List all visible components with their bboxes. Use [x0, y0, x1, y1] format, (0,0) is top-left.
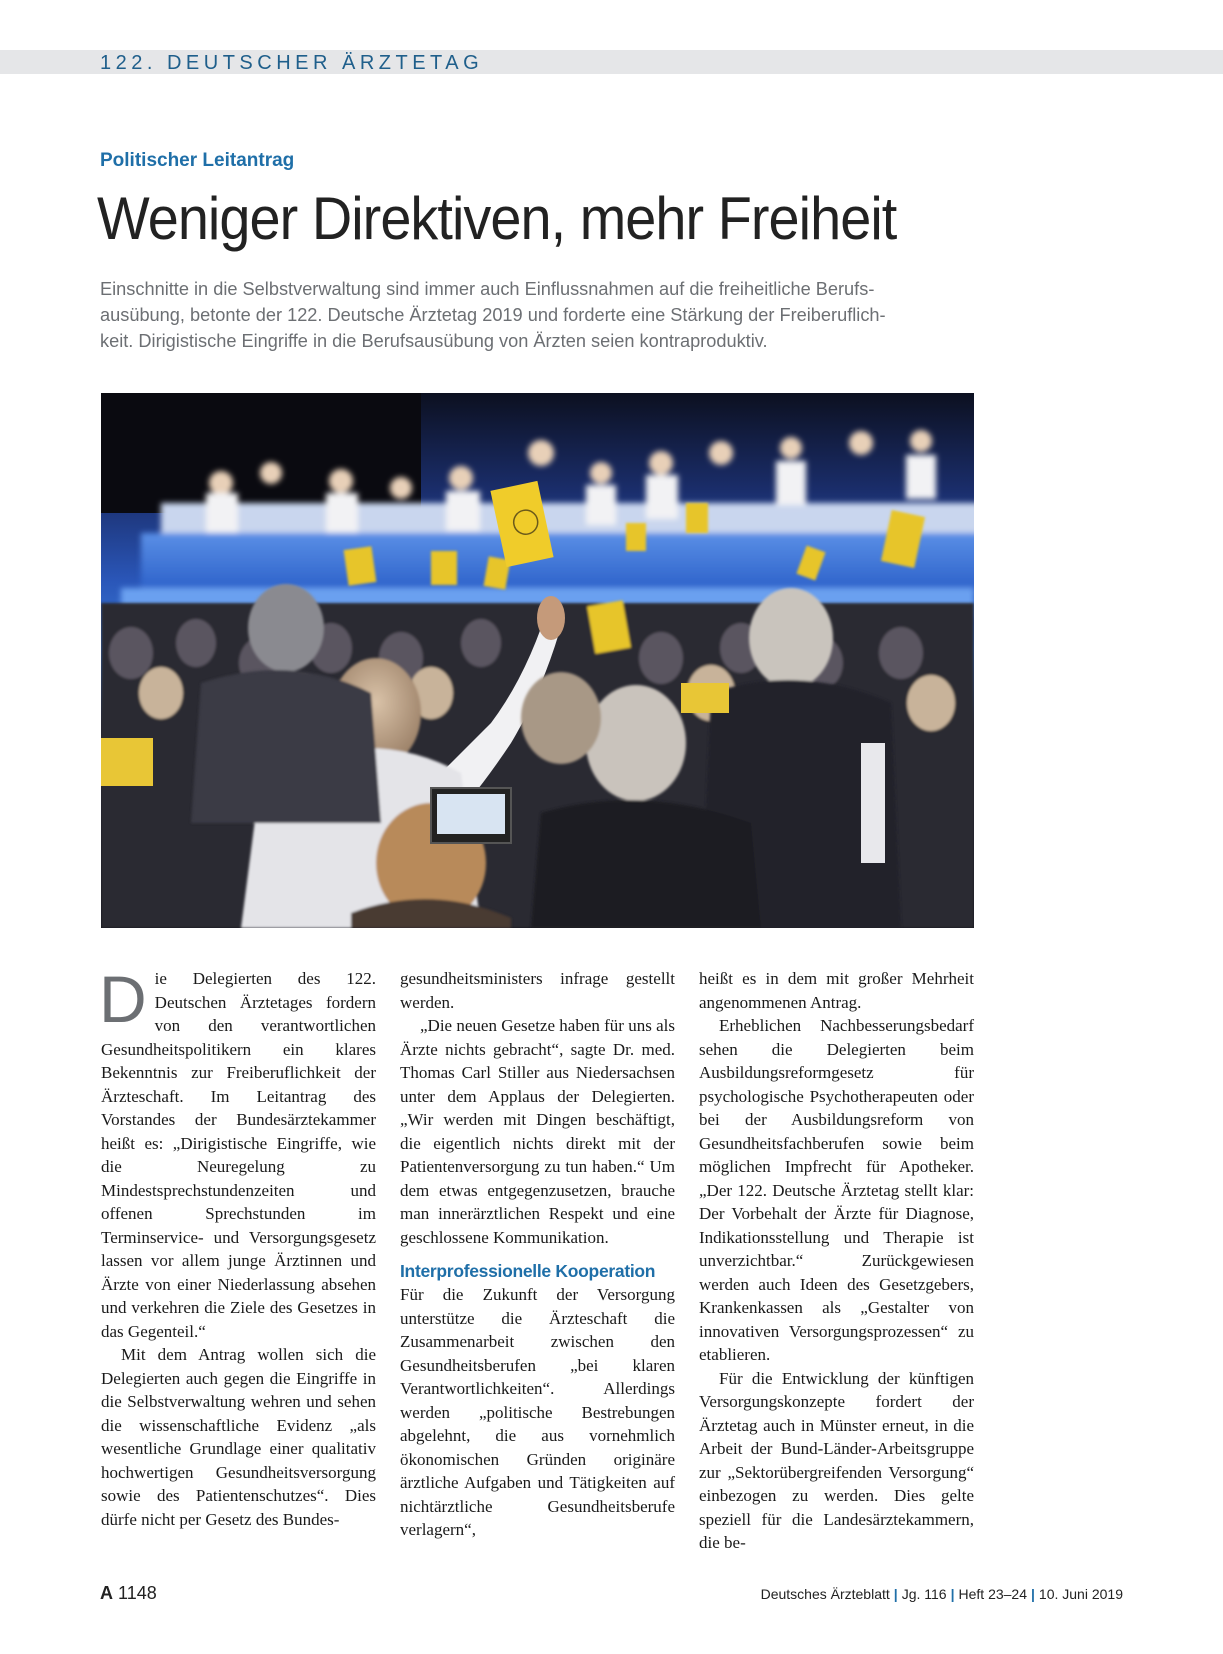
lead-line: keit. Dirigistische Eingriffe in die Berufsausübung von Ärzten seien kontraproduktiv. [100, 331, 768, 351]
body-column-3 [699, 967, 974, 1555]
article-title: Weniger Direktiven, mehr Freiheit [97, 185, 897, 252]
body-paragraph: „Die neuen Gesetze haben für uns als Ärzte nichts gebracht“, sagte Dr. med. Thomas Carl Stiller aus Niedersachsen unter dem Applaus der Delegierten. „Wir werden mit Dingen beschäftigt, die eigentlich nichts direkt mit der Patientenversorgung zu tun haben.“ Um dem etwas entgegenzusetzen, brauche man innerärztlichen Respekt und eine geschlossene Kommunikation. [400, 1016, 675, 1247]
section-subheading: Interprofessionelle Kooperation [400, 1261, 656, 1281]
body-column-2 [400, 967, 675, 1542]
body-column-1 [99, 962, 376, 1531]
body-paragraph: Für die Zukunft der Versorgung unterstütze die Ärzteschaft die Zusammenarbeit zwischen den Gesundheitsberufen „bei klaren Verantwortlichkeiten“. Allerdings werden „politische Bestrebungen abgelehnt, die aus vornehmlich ökonomischen Gründen originäre ärztliche Aufgaben und Tätigkeiten auf nichtärztliche Gesundheitsberufe verlagern“, [400, 1285, 675, 1539]
article-photo [101, 393, 974, 928]
page-prefix: A [100, 1583, 113, 1603]
page-number [100, 1583, 157, 1604]
journal-issue: Heft 23–24 [958, 1586, 1027, 1602]
delegates-voting-photo [101, 393, 974, 928]
section-header: 122. DEUTSCHER ÄRZTETAG [100, 52, 484, 74]
lead-line: ausübung, betonte der 122. Deutsche Ärztetag 2019 und forderte eine Stärkung der Freiberuflich- [100, 305, 886, 325]
body-paragraph: Für die Entwicklung der künftigen Versorgungskonzepte fordert der Ärztetag auch in Münster erneut, in die Arbeit der Bund-Länder-Arbeitsgruppe zur „Sektorübergreifenden Versorgung“ einbezogen zu werden. Dies gelte speziell für die Landesärztekammern, die be- [699, 1368, 974, 1552]
page-number-value: 1148 [118, 1583, 157, 1603]
body-paragraph [99, 962, 376, 1343]
article-lead [100, 276, 980, 354]
separator: | [950, 1586, 955, 1602]
journal-citation [761, 1586, 1123, 1602]
journal-name: Deutsches Ärzteblatt [760, 1586, 890, 1602]
lead-line: Einschnitte in die Selbstverwaltung sind immer auch Einflussnahmen auf die freiheitliche Berufs- [100, 279, 875, 299]
article-kicker: Politischer Leitantrag [100, 150, 295, 171]
separator: | [893, 1586, 898, 1602]
body-paragraph: Mit dem Antrag wollen sich die Delegierten auch gegen die Eingriffe in die Selbstverwaltung wehren und sehen die wissenschaftliche Evidenz „als wesentliche Grundlage einer qualitativ hochwertigen Gesundheitsversorgung sowie des Patientenschutzes“. Dies dürfe nicht per Gesetz des Bundes- [101, 1345, 376, 1529]
body-paragraph: gesundheitsministers infrage gestellt werden. [400, 969, 675, 1012]
journal-date: 10. Juni 2019 [1038, 1586, 1123, 1602]
paragraph-text: ie Delegierten des 122. Deutschen Ärztetages fordern von den verantwortlichen Gesundheitspolitikern ein klares Bekenntnis zur Freiberuflichkeit der Ärzteschaft. Im Leitantrag des Vorstandes der Bundesärztekammer heißt es: „Dirigistische Eingriffe, wie die Neuregelung zu Mindestsprechstundenzeiten und offenen Sprechstunden im Terminservice- und Versorgungsgesetz lassen vor allem junge Ärztinnen und Ärzte von einer Niederlassung absehen und verkehren die Ziele des Gesetzes in das Gegenteil.“ [101, 969, 376, 1341]
body-paragraph: heißt es in dem mit großer Mehrheit angenommenen Antrag. [699, 969, 974, 1012]
journal-volume: Jg. 116 [901, 1586, 947, 1602]
dropcap: D [99, 962, 147, 1036]
separator: | [1031, 1586, 1035, 1602]
body-paragraph: Erheblichen Nachbesserungsbedarf sehen die Delegierten beim Ausbildungsreformgesetz für psychologische Psychotherapeuten oder bei der Ausbildungsreform von Gesundheitsfachberufen sowie beim möglichen Impfrecht für Apotheker. „Der 122. Deutsche Ärztetag stellt klar: Der Vorbehalt der Ärzte für Diagnose, Indikationsstellung und Therapie ist unverzichtbar.“ Zurückgewiesen werden auch Ideen des Gesetzgebers, Krankenkassen als „Gestalter von innovativen Versorgungsprozessen“ zu etablieren. [699, 1016, 974, 1364]
